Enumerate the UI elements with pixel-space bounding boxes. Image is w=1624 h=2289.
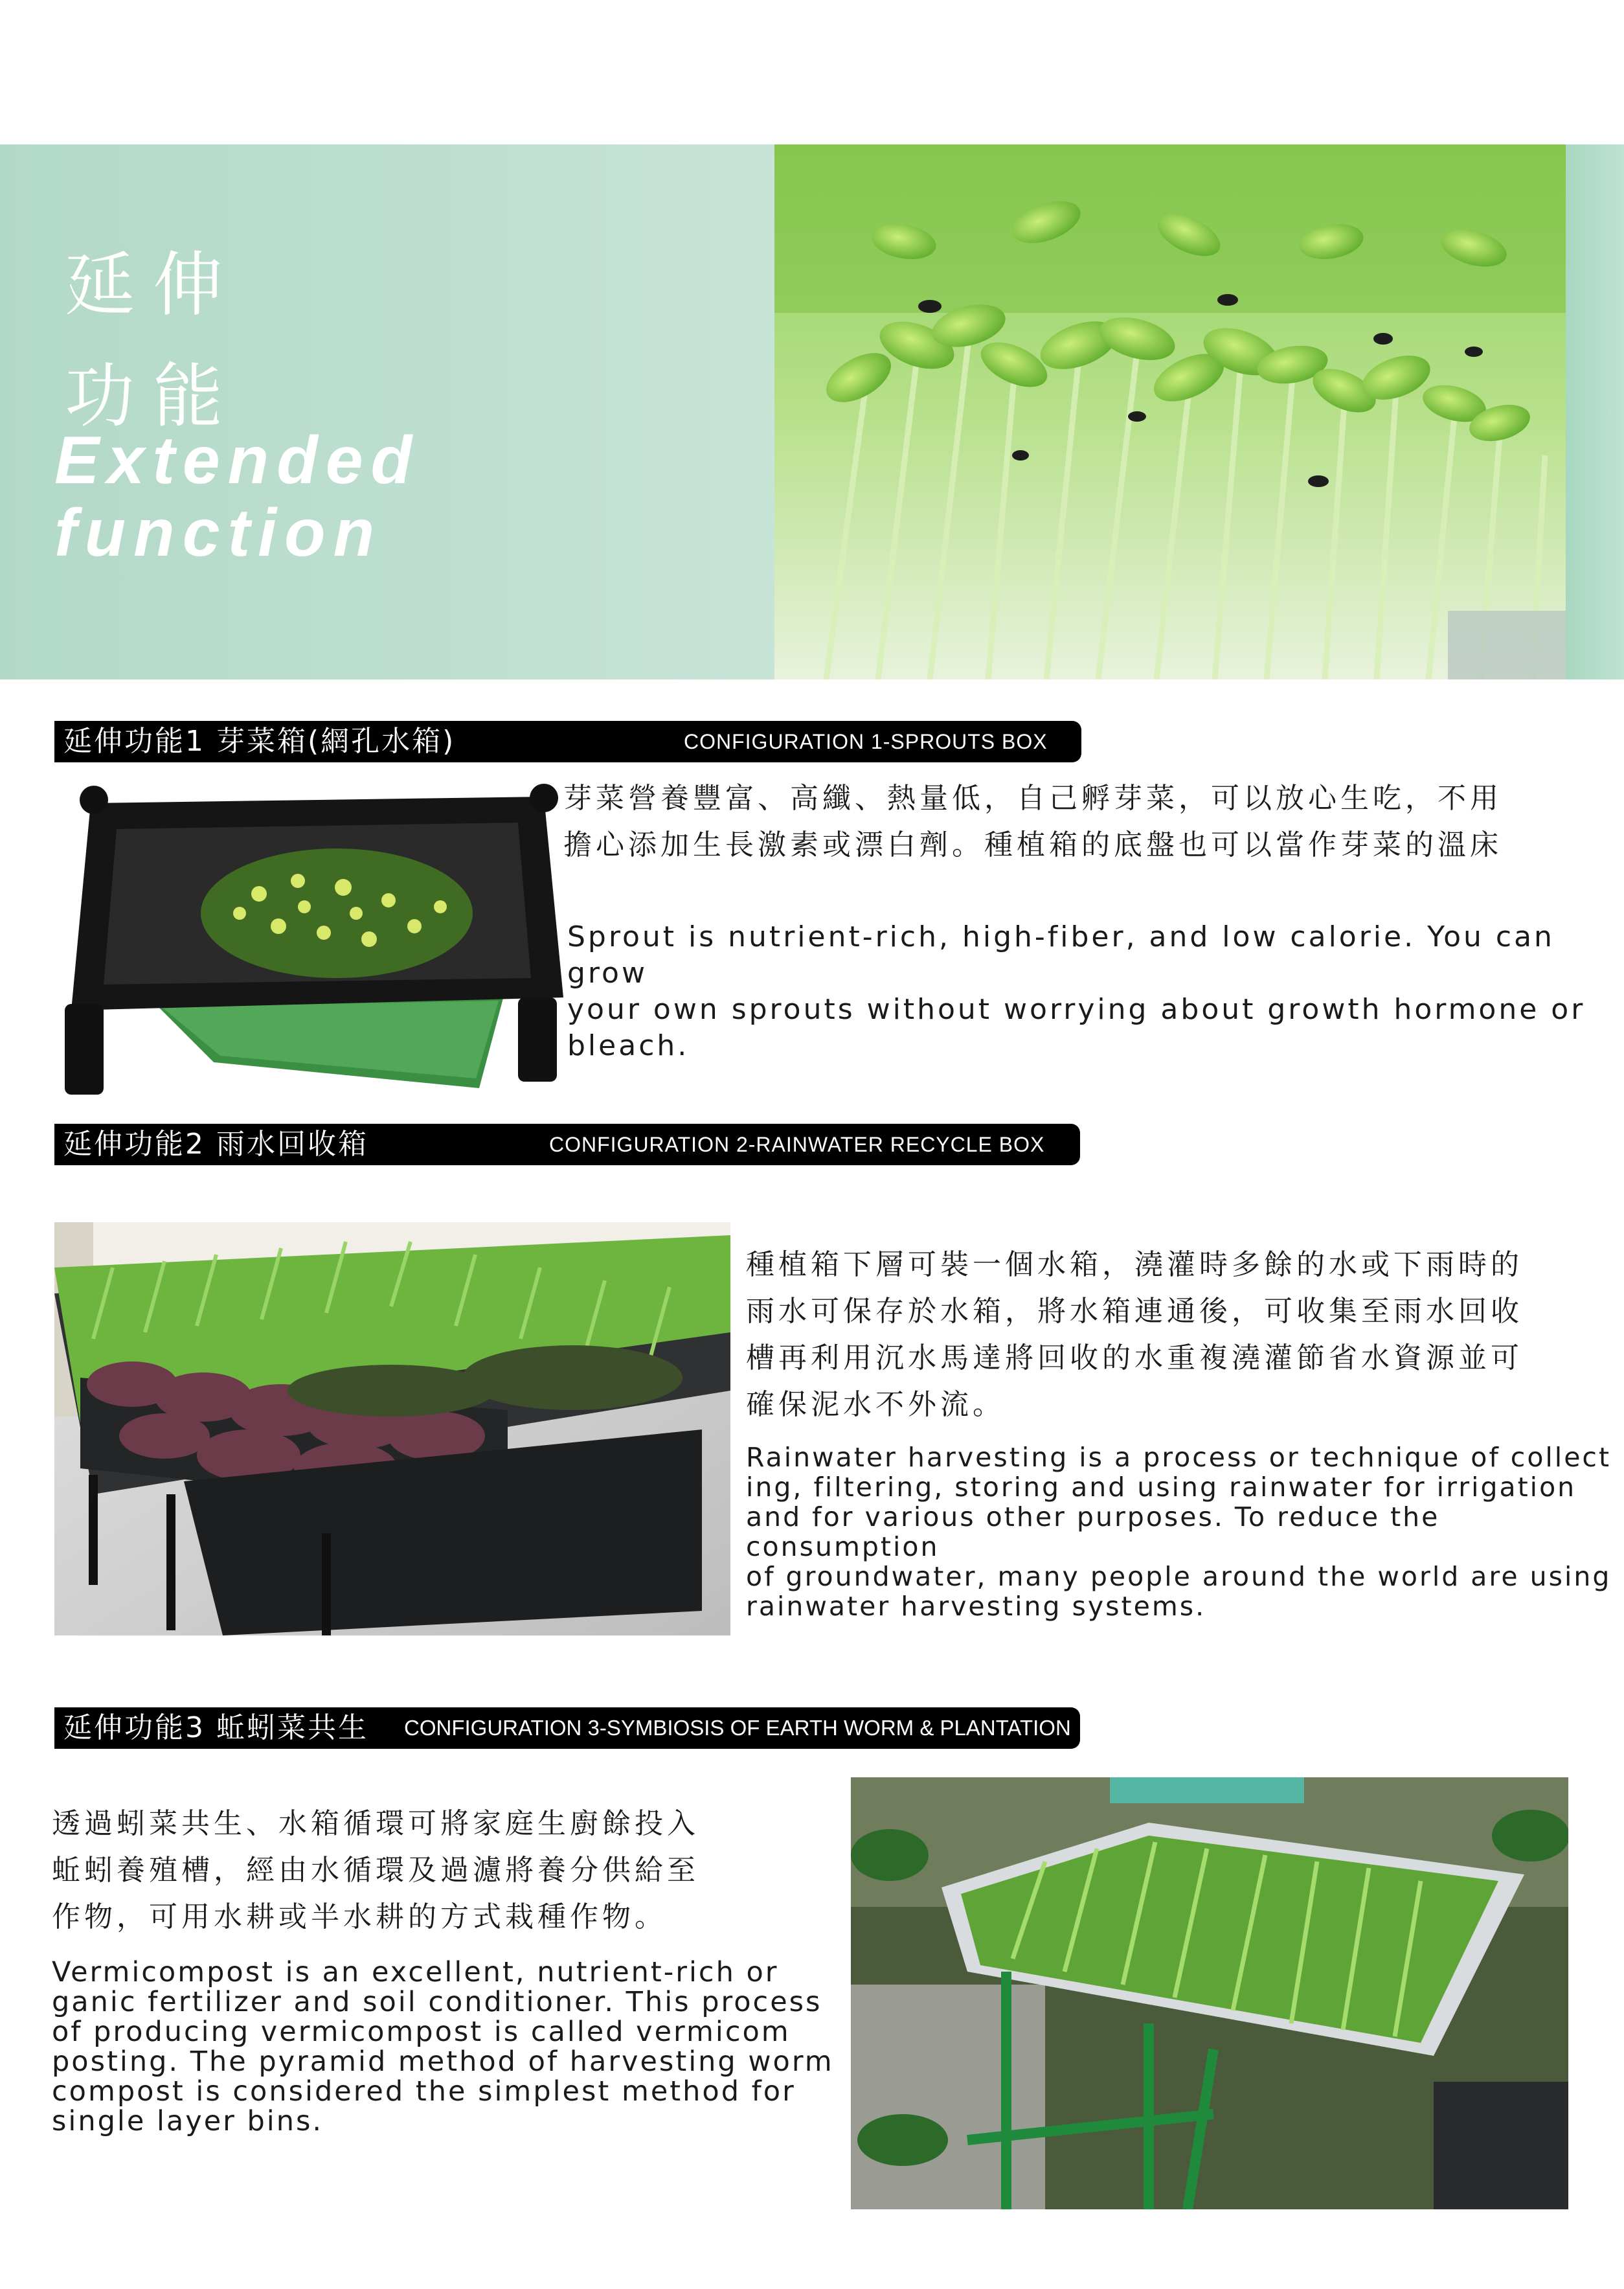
rainwater-planter-photo bbox=[54, 1222, 730, 1635]
section-2-title-en: CONFIGURATION 2-RAINWATER RECYCLE BOX bbox=[549, 1133, 1045, 1156]
section-1-zh-line: 擔心添加生長激素或漂白劑。種植箱的底盤也可以當作芽菜的溫床 bbox=[563, 828, 1502, 861]
section-3-zh-line: 蚯蚓養殖槽，經由水循環及過濾將養分供給至 bbox=[52, 1854, 699, 1887]
section-1-en-text bbox=[567, 919, 1603, 1064]
section-3-title-en: CONFIGURATION 3-SYMBIOSIS OF EARTH WORM & PLANTATION bbox=[404, 1716, 1071, 1740]
section-3-zh-text bbox=[52, 1801, 829, 1941]
sprouts-hero-photo bbox=[774, 144, 1566, 679]
section-3-en-line: of producing vermicompost is called vermicom bbox=[52, 2016, 791, 2048]
section-2-zh-line: 雨水可保存於水箱，將水箱連通後，可收集至雨水回收 bbox=[746, 1295, 1523, 1328]
section-1-en-line: your own sprouts without worrying about growth hormone or bleach. bbox=[567, 993, 1586, 1062]
section-2-en-line: rainwater harvesting systems. bbox=[746, 1591, 1206, 1622]
section-2-zh-text bbox=[746, 1242, 1601, 1428]
sprouts-box-photo bbox=[65, 784, 563, 1108]
section-1-title-en: CONFIGURATION 1-SPROUTS BOX bbox=[684, 730, 1048, 753]
section-3-en-text bbox=[52, 1957, 855, 2136]
section-1-zh-text bbox=[563, 775, 1573, 869]
section-3-zh-line: 透過蚓菜共生、水箱循環可將家庭生廚餘投入 bbox=[52, 1807, 699, 1840]
section-2-en-line: of groundwater, many people around the world are using bbox=[746, 1561, 1612, 1592]
section-2-zh-line: 確保泥水不外流。 bbox=[746, 1388, 1005, 1421]
hero-title-en-line2: function bbox=[54, 495, 383, 571]
earthworm-planter-photo bbox=[851, 1777, 1568, 2209]
section-3-en-line: ganic fertilizer and soil conditioner. This process bbox=[52, 1986, 822, 2018]
section-1-header bbox=[54, 721, 1081, 762]
hero-accent-strip bbox=[1566, 144, 1624, 679]
section-1-en-line: Sprout is nutrient-rich, high-fiber, and low calorie. You can grow bbox=[567, 920, 1555, 990]
section-2-en-line: Rainwater harvesting is a process or technique of collect bbox=[746, 1442, 1612, 1473]
section-2-zh-line: 槽再利用沉水馬達將回收的水重複澆灌節省水資源並可 bbox=[746, 1341, 1523, 1374]
section-3-zh-line: 作物，可用水耕或半水耕的方式栽種作物。 bbox=[52, 1900, 667, 1933]
section-2-header bbox=[54, 1124, 1080, 1165]
section-3-header bbox=[54, 1707, 1080, 1749]
hero-title-zh-line2: 功能 bbox=[65, 356, 242, 437]
section-3-title-zh: 延伸功能3 蚯蚓菜共生 bbox=[63, 1711, 368, 1744]
hero-title-en-line1: Extended bbox=[54, 423, 420, 498]
section-3-en-line: compost is considered the simplest method for bbox=[52, 2075, 796, 2108]
section-1-title-zh: 延伸功能1 芽菜箱(網孔水箱) bbox=[63, 725, 456, 758]
section-1-zh-line: 芽菜營養豐富、高纖、熱量低，自己孵芽菜，可以放心生吃，不用 bbox=[563, 782, 1502, 815]
section-2-en-line: and for various other purposes. To reduce the consumption bbox=[746, 1501, 1440, 1562]
hero-title-english bbox=[54, 424, 420, 569]
hero-title-zh-line1: 延伸 bbox=[65, 245, 242, 326]
section-2-en-line: ing, filtering, storing and using rainwater for irrigation bbox=[746, 1472, 1577, 1503]
section-3-en-line: posting. The pyramid method of harvesting worm bbox=[52, 2045, 834, 2078]
section-3-en-line: Vermicompost is an excellent, nutrient-rich or bbox=[52, 1956, 779, 1988]
section-2-title-zh: 延伸功能2 雨水回收箱 bbox=[63, 1128, 368, 1161]
section-3-en-line: single layer bins. bbox=[52, 2105, 324, 2137]
section-2-en-text bbox=[746, 1442, 1614, 1621]
hero-title-chinese bbox=[65, 230, 241, 453]
section-2-zh-line: 種植箱下層可裝一個水箱，澆灌時多餘的水或下雨時的 bbox=[746, 1248, 1523, 1281]
